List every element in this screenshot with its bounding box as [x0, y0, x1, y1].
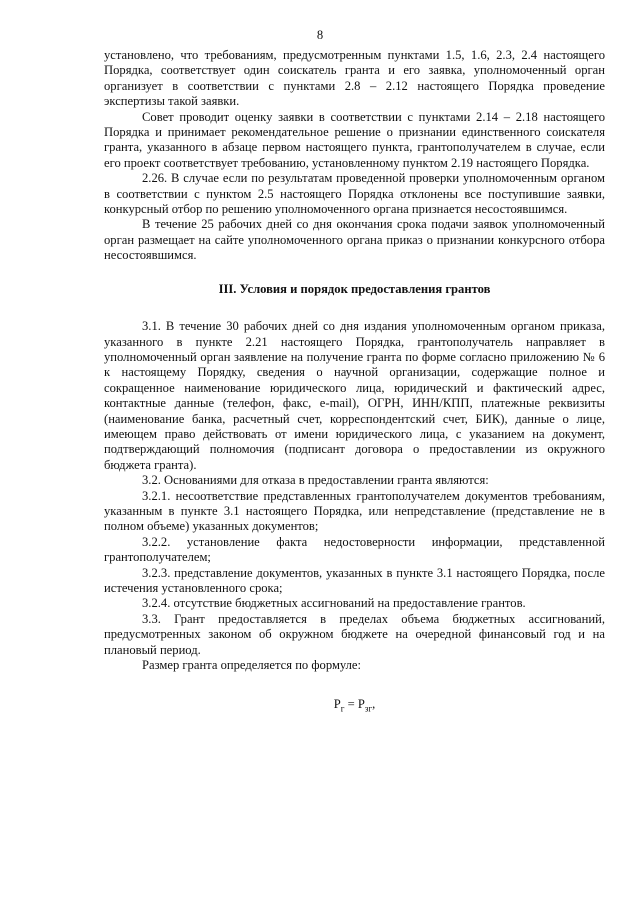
paragraph-formula-intro: Размер гранта определяется по формуле:: [142, 658, 362, 673]
formula-left-sub: г: [340, 703, 345, 714]
formula-tail: ,: [372, 697, 376, 712]
paragraph-3-2-4: 3.2.4. отсутствие бюджетных ассигнований на предоставление грантов.: [142, 596, 526, 611]
paragraph-2-26: 2.26. В случае если по результатам проведенной проверки уполномоченным органом в соответствии с пунктом 2.5 настоящего Порядка отклонены все поступившие заявки, конкурсный отбор по решению уполномоченного органа признается несостоявшимся.: [104, 171, 605, 217]
document-body: [104, 48, 605, 717]
paragraph-3-2-1: 3.2.1. несоответствие представленных грантополучателем документов требованиям, указанным в пункте 3.1 настоящего Порядка, или непредставление (представление не в полном объеме) указанных документов;: [104, 488, 605, 534]
formula-right-sub: зг: [364, 703, 373, 714]
formula-right: P: [357, 697, 365, 712]
paragraph-3-3: 3.3. Грант предоставляется в пределах объема бюджетных ассигнований, предусмотренных законом об окружном бюджете на очередной финансовый год и на плановый период.: [104, 611, 605, 657]
paragraph-3-2-3: 3.2.3. представление документов, указанных в пункте 3.1 настоящего Порядка, после истечения установленного срока;: [104, 565, 605, 595]
paragraph-council-assessment: Совет проводит оценку заявки в соответствии с пунктами 2.14 – 2.18 настоящего Порядка и принимает рекомендательное решение о признании единственного соискателя гранта, указанного в абзаце первом настоящего пункта, грантополучателем в случае, если его проект соответствует требованию, установленному пунктом 2.19 настоящего Порядка.: [104, 109, 605, 170]
formula-equals: =: [344, 697, 358, 712]
paragraph-continuation: установлено, что требованиям, предусмотренным пунктами 1.5, 1.6, 2.3, 2.4 настоящего Порядка, соответствует один соискатель гранта и его заявка, уполномоченный орган организует в соответствии с пунктами 2.8 – 2.12 настоящего Порядка проведение экспертизы такой заявки.: [104, 48, 605, 109]
paragraph-publication-order: В течение 25 рабочих дней со дня окончания срока подачи заявок уполномоченный орган размещает на сайте уполномоченного органа приказ о признании конкурсного отбора несостоявшимся.: [104, 217, 605, 263]
paragraph-3-2-2: 3.2.2. установление факта недостоверности информации, представленной грантополучателем;: [104, 534, 605, 565]
paragraph-3-1: 3.1. В течение 30 рабочих дней со дня издания уполномоченным органом приказа, указанного в пункте 2.21 настоящего Порядка, грантополучатель направляет в уполномоченный орган заявление на получение гранта по форме согласно приложению № 6 к настоящему Порядку, сведения о научной организации, содержащие полное и сокращенное наименование юридического лица, юридический и фактический адрес, контактные данные (телефон, факс, e-mail), ОГРН, ИНН/КПП, платежные реквизиты (наименование банка, расчетный счет, корреспондентский счет, БИК), данные о лице, имеющем право действовать от имени юридического лица, с указанием на документ, подтверждающий полномочия (подписант договора о предоставлении из окружного бюджета гранта).: [104, 319, 605, 472]
page-number: 8: [316, 28, 324, 42]
paragraph-3-2: 3.2. Основаниями для отказа в предоставлении гранта являются:: [142, 473, 489, 488]
section-heading: III. Условия и порядок предоставления грантов: [218, 281, 491, 296]
grant-formula: [104, 697, 605, 717]
formula-left: P: [333, 697, 341, 712]
